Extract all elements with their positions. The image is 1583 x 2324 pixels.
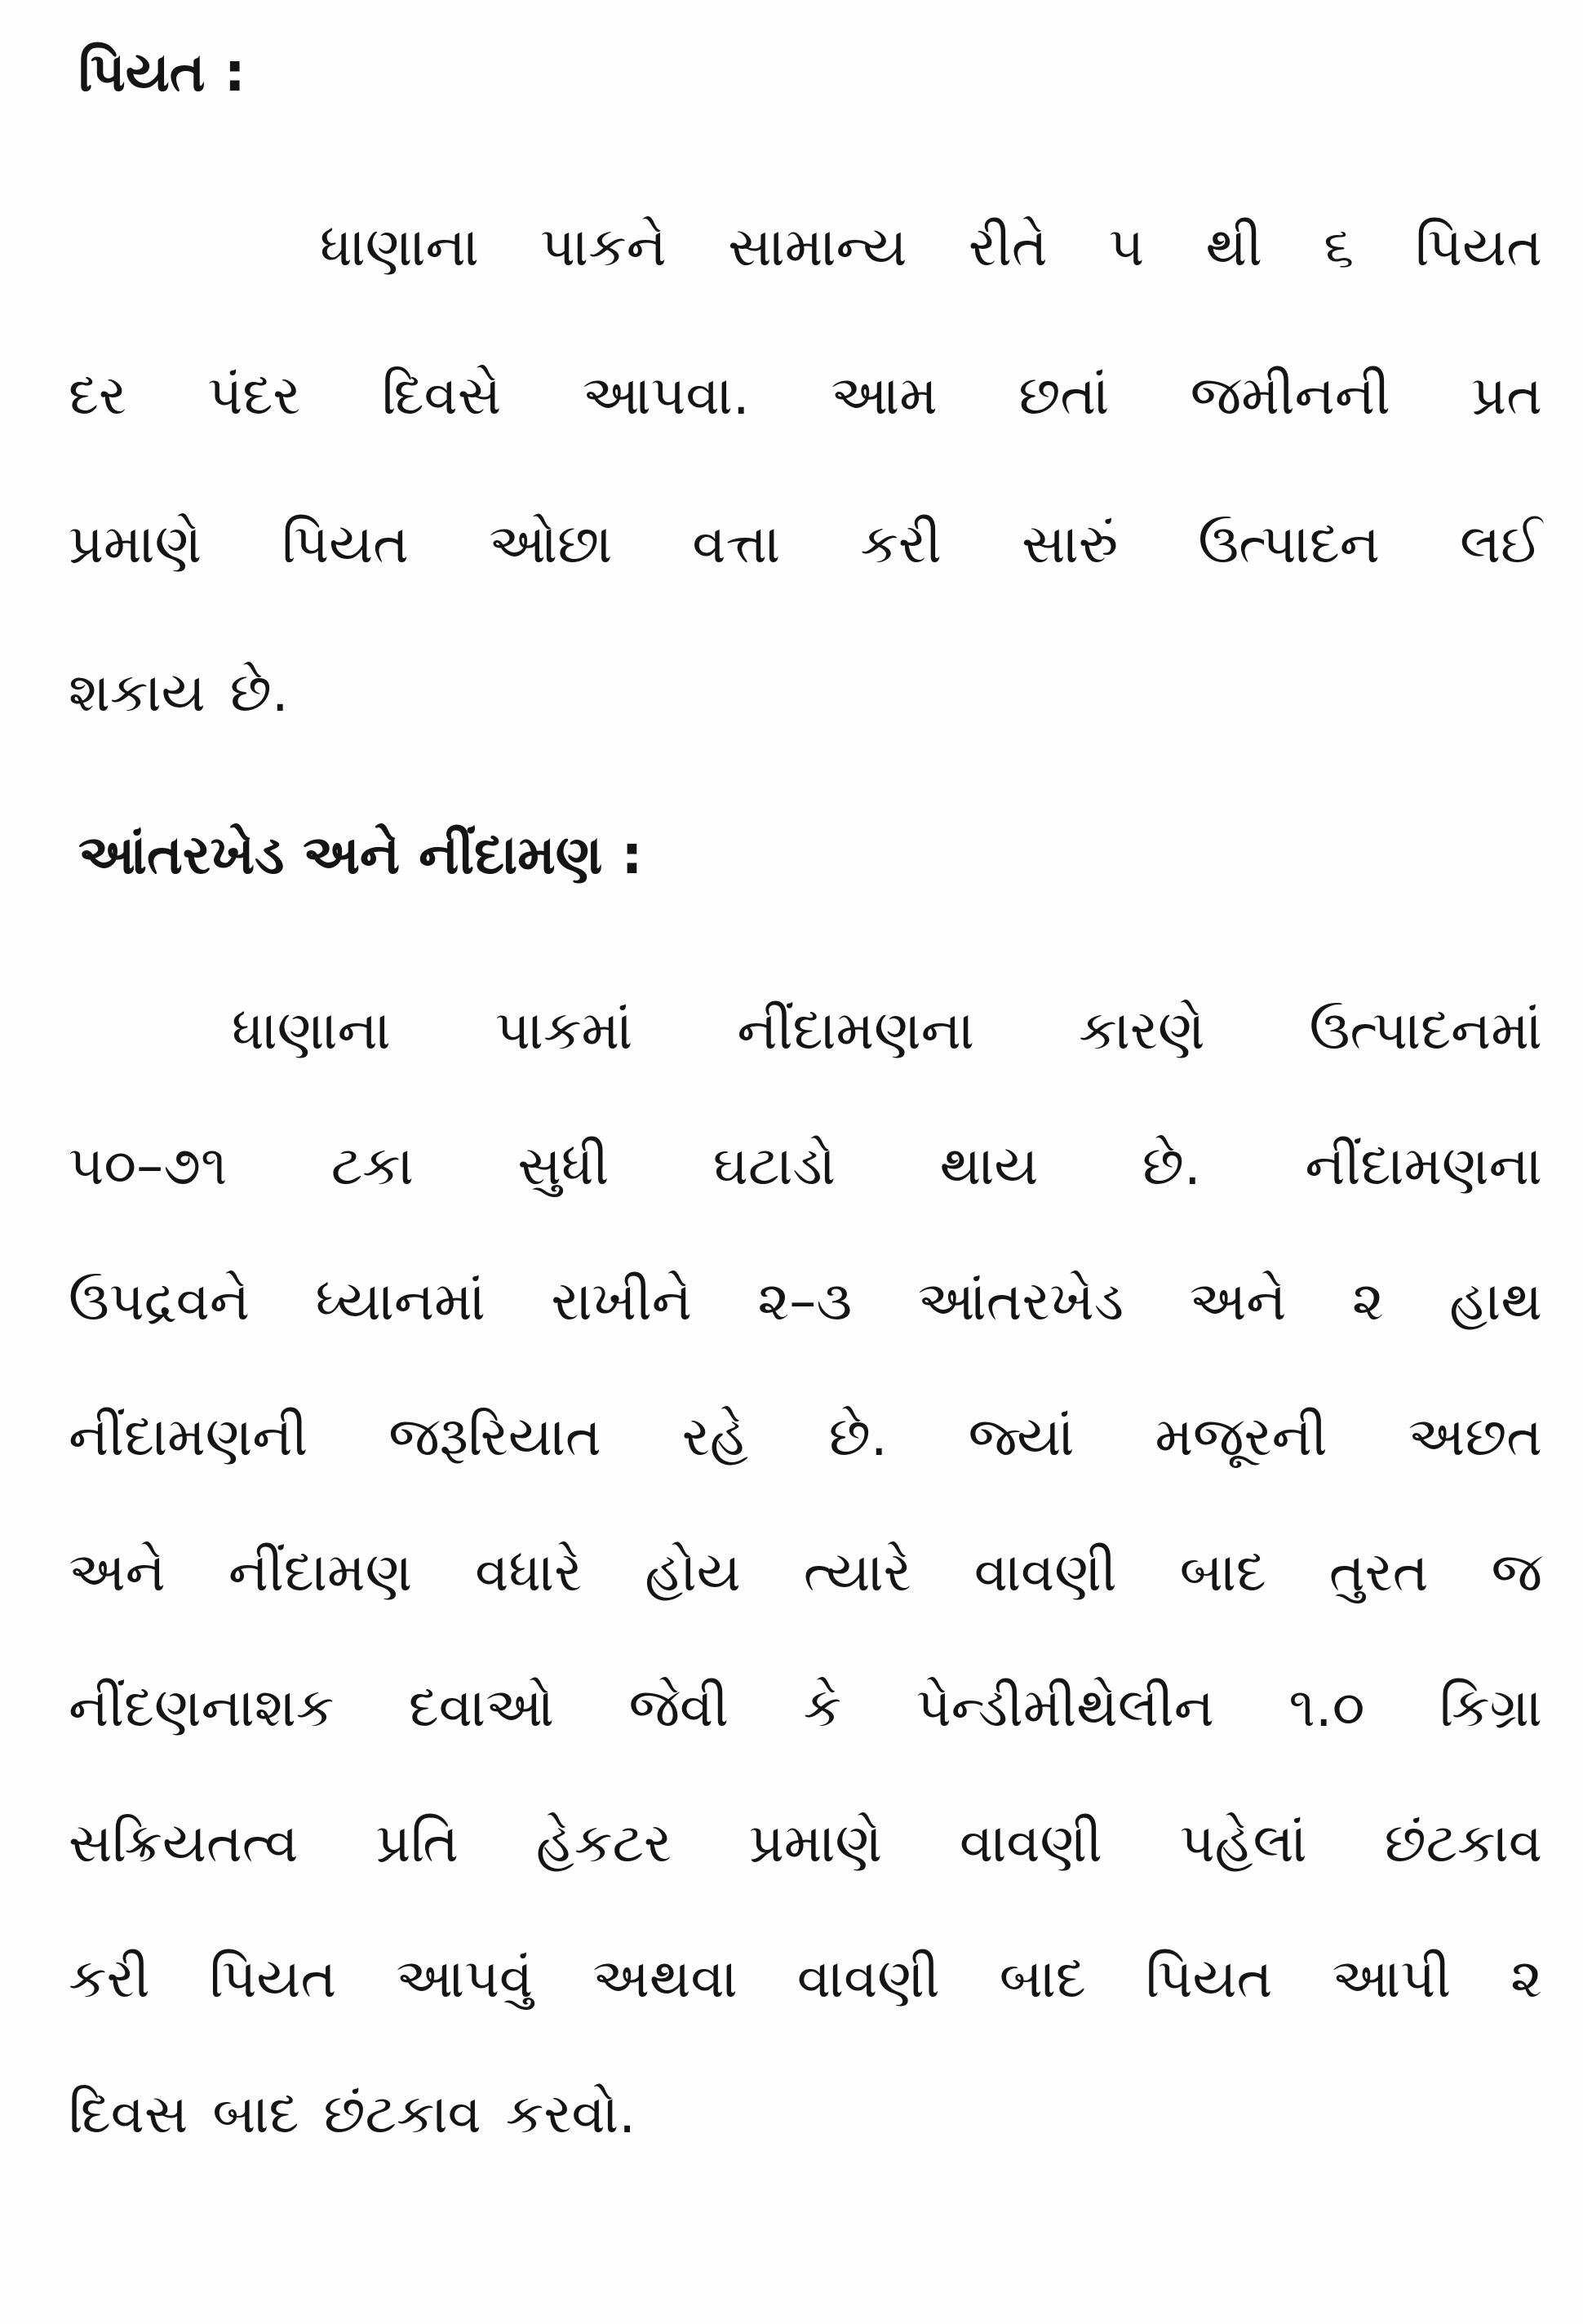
paragraph-line (69, 1812, 1542, 1952)
paragraph-line (69, 1405, 1542, 1546)
word: શકાય (69, 661, 206, 724)
word: પિયત (1145, 1947, 1273, 2010)
word: આપી (1332, 1947, 1452, 2010)
paragraph-line (69, 1947, 1542, 2087)
word: બાદ (212, 2082, 299, 2145)
word: બાદ (999, 1947, 1086, 2010)
word: નીંદણનાશક (69, 1676, 335, 1739)
word: છે. (1142, 1134, 1201, 1197)
word: રીતે (968, 215, 1048, 278)
word: આંતરખેડ (917, 1270, 1124, 1333)
word: પ્રત (1471, 364, 1542, 427)
word: કરી (69, 1947, 150, 2010)
word: થી (1205, 215, 1262, 278)
word: છંટકાવ (323, 2082, 481, 2145)
heading-intercultivation-weeding: આંતરખેડ અને નીંદામણ : (78, 823, 643, 886)
paragraph-line (69, 999, 1542, 1139)
word: છે. (229, 661, 289, 724)
word: સામાન્ય (728, 215, 907, 278)
word: તુરત (1328, 1541, 1429, 1603)
paragraph-irrigation (69, 215, 1542, 814)
word: વત્તા (692, 512, 781, 575)
word: વધારે (475, 1541, 583, 1603)
word: સારું (1022, 512, 1119, 575)
word: બાદ (1179, 1541, 1266, 1603)
word: ટકા (330, 1134, 414, 1197)
word: હેકટર (535, 1812, 672, 1874)
word: ઉત્પાદનમાં (1309, 999, 1542, 1062)
word: ૫૦–૭૧ (69, 1134, 228, 1197)
word: પેન્ડીમીથેલીન (916, 1676, 1214, 1739)
word: જરૂરિયાત (388, 1405, 601, 1468)
paragraph-line (69, 364, 1542, 517)
word: ધાણાના (232, 999, 391, 1062)
word: નીંદામણના (737, 999, 975, 1062)
word: આપવું (396, 1947, 534, 2010)
paragraph-line (69, 215, 1542, 369)
word: વાવણી (973, 1541, 1117, 1603)
word: ૨ (1510, 1947, 1542, 2010)
word: હોય (645, 1541, 741, 1603)
word: છતાં (1018, 364, 1110, 427)
word: પિયત (282, 512, 409, 575)
word: છે. (828, 1405, 888, 1468)
word: ઉપદ્રવને (69, 1270, 251, 1333)
paragraph-line (69, 1134, 1542, 1275)
word: સક્રિયતત્વ (69, 1812, 299, 1874)
word: ઘટાડો (712, 1134, 836, 1197)
paragraph-line (69, 512, 1542, 666)
word: જેવી (628, 1676, 729, 1739)
word: ધાણાના (320, 215, 479, 278)
word: અથવા (592, 1947, 738, 2010)
word: દર (69, 364, 127, 427)
word: પ્રમાણે (748, 1812, 883, 1874)
word: નીંદામણ (228, 1541, 413, 1603)
word: દવાઓ (408, 1676, 555, 1739)
word: થાય (939, 1134, 1039, 1197)
word: વાવણી (796, 1947, 940, 2010)
word: દિવસ (69, 2082, 188, 2145)
word: પંદર (207, 364, 301, 427)
word: કારણે (1079, 999, 1205, 1062)
word: જ્યાં (968, 1405, 1075, 1468)
word: ૨ (1351, 1270, 1384, 1333)
word: રાખીને (551, 1270, 692, 1333)
word: પ્રમાણે (69, 512, 202, 575)
paragraph-line (69, 1676, 1542, 1816)
word: કરવો. (505, 2082, 636, 2145)
word: પાકને (540, 215, 667, 278)
word: જમીનની (1190, 364, 1390, 427)
word: પહેલાં (1179, 1812, 1307, 1874)
word: મજૂરની (1155, 1405, 1328, 1468)
word: નીંદામણના (1305, 1134, 1542, 1197)
word: આપવા. (582, 364, 750, 427)
paragraph-line (69, 1270, 1542, 1410)
word: લઈ (1460, 512, 1542, 575)
word: ત્યારે (803, 1541, 911, 1603)
paragraph-weeding (69, 999, 1542, 2223)
word: અને (69, 1541, 166, 1603)
word: જ (1491, 1541, 1542, 1603)
word: કરી (860, 512, 942, 575)
word: સુધી (517, 1134, 610, 1197)
word: રહે (681, 1405, 748, 1468)
word: ૫ (1108, 215, 1145, 278)
word: વાવણી (960, 1812, 1102, 1874)
word: પ્રતિ (375, 1812, 459, 1874)
word: દિવસે (381, 364, 502, 427)
word: કિગ્રા (1439, 1676, 1542, 1739)
paragraph-line (69, 661, 1542, 814)
heading-irrigation: પિયત : (78, 41, 246, 104)
word: નીંદામણની (69, 1405, 308, 1468)
word: અને (1189, 1270, 1287, 1333)
word: કે (803, 1676, 842, 1739)
word: ઓછા (489, 512, 613, 575)
paragraph-line (69, 2082, 1542, 2223)
word: પિયત (209, 1947, 337, 2010)
word: પિયત (1415, 215, 1542, 278)
word: ૬ (1324, 215, 1355, 278)
word: આમ (831, 364, 938, 427)
word: ૨–૩ (757, 1270, 853, 1333)
paragraph-line (69, 1541, 1542, 1681)
word: પાકમાં (494, 999, 633, 1062)
word: છંટકાવ (1384, 1812, 1542, 1874)
word: ઉત્પાદન (1198, 512, 1380, 575)
word: ૧.૦ (1288, 1676, 1365, 1739)
word: અછત (1408, 1405, 1542, 1468)
word: ધ્યાનમાં (315, 1270, 486, 1333)
word: હાથ (1449, 1270, 1542, 1333)
